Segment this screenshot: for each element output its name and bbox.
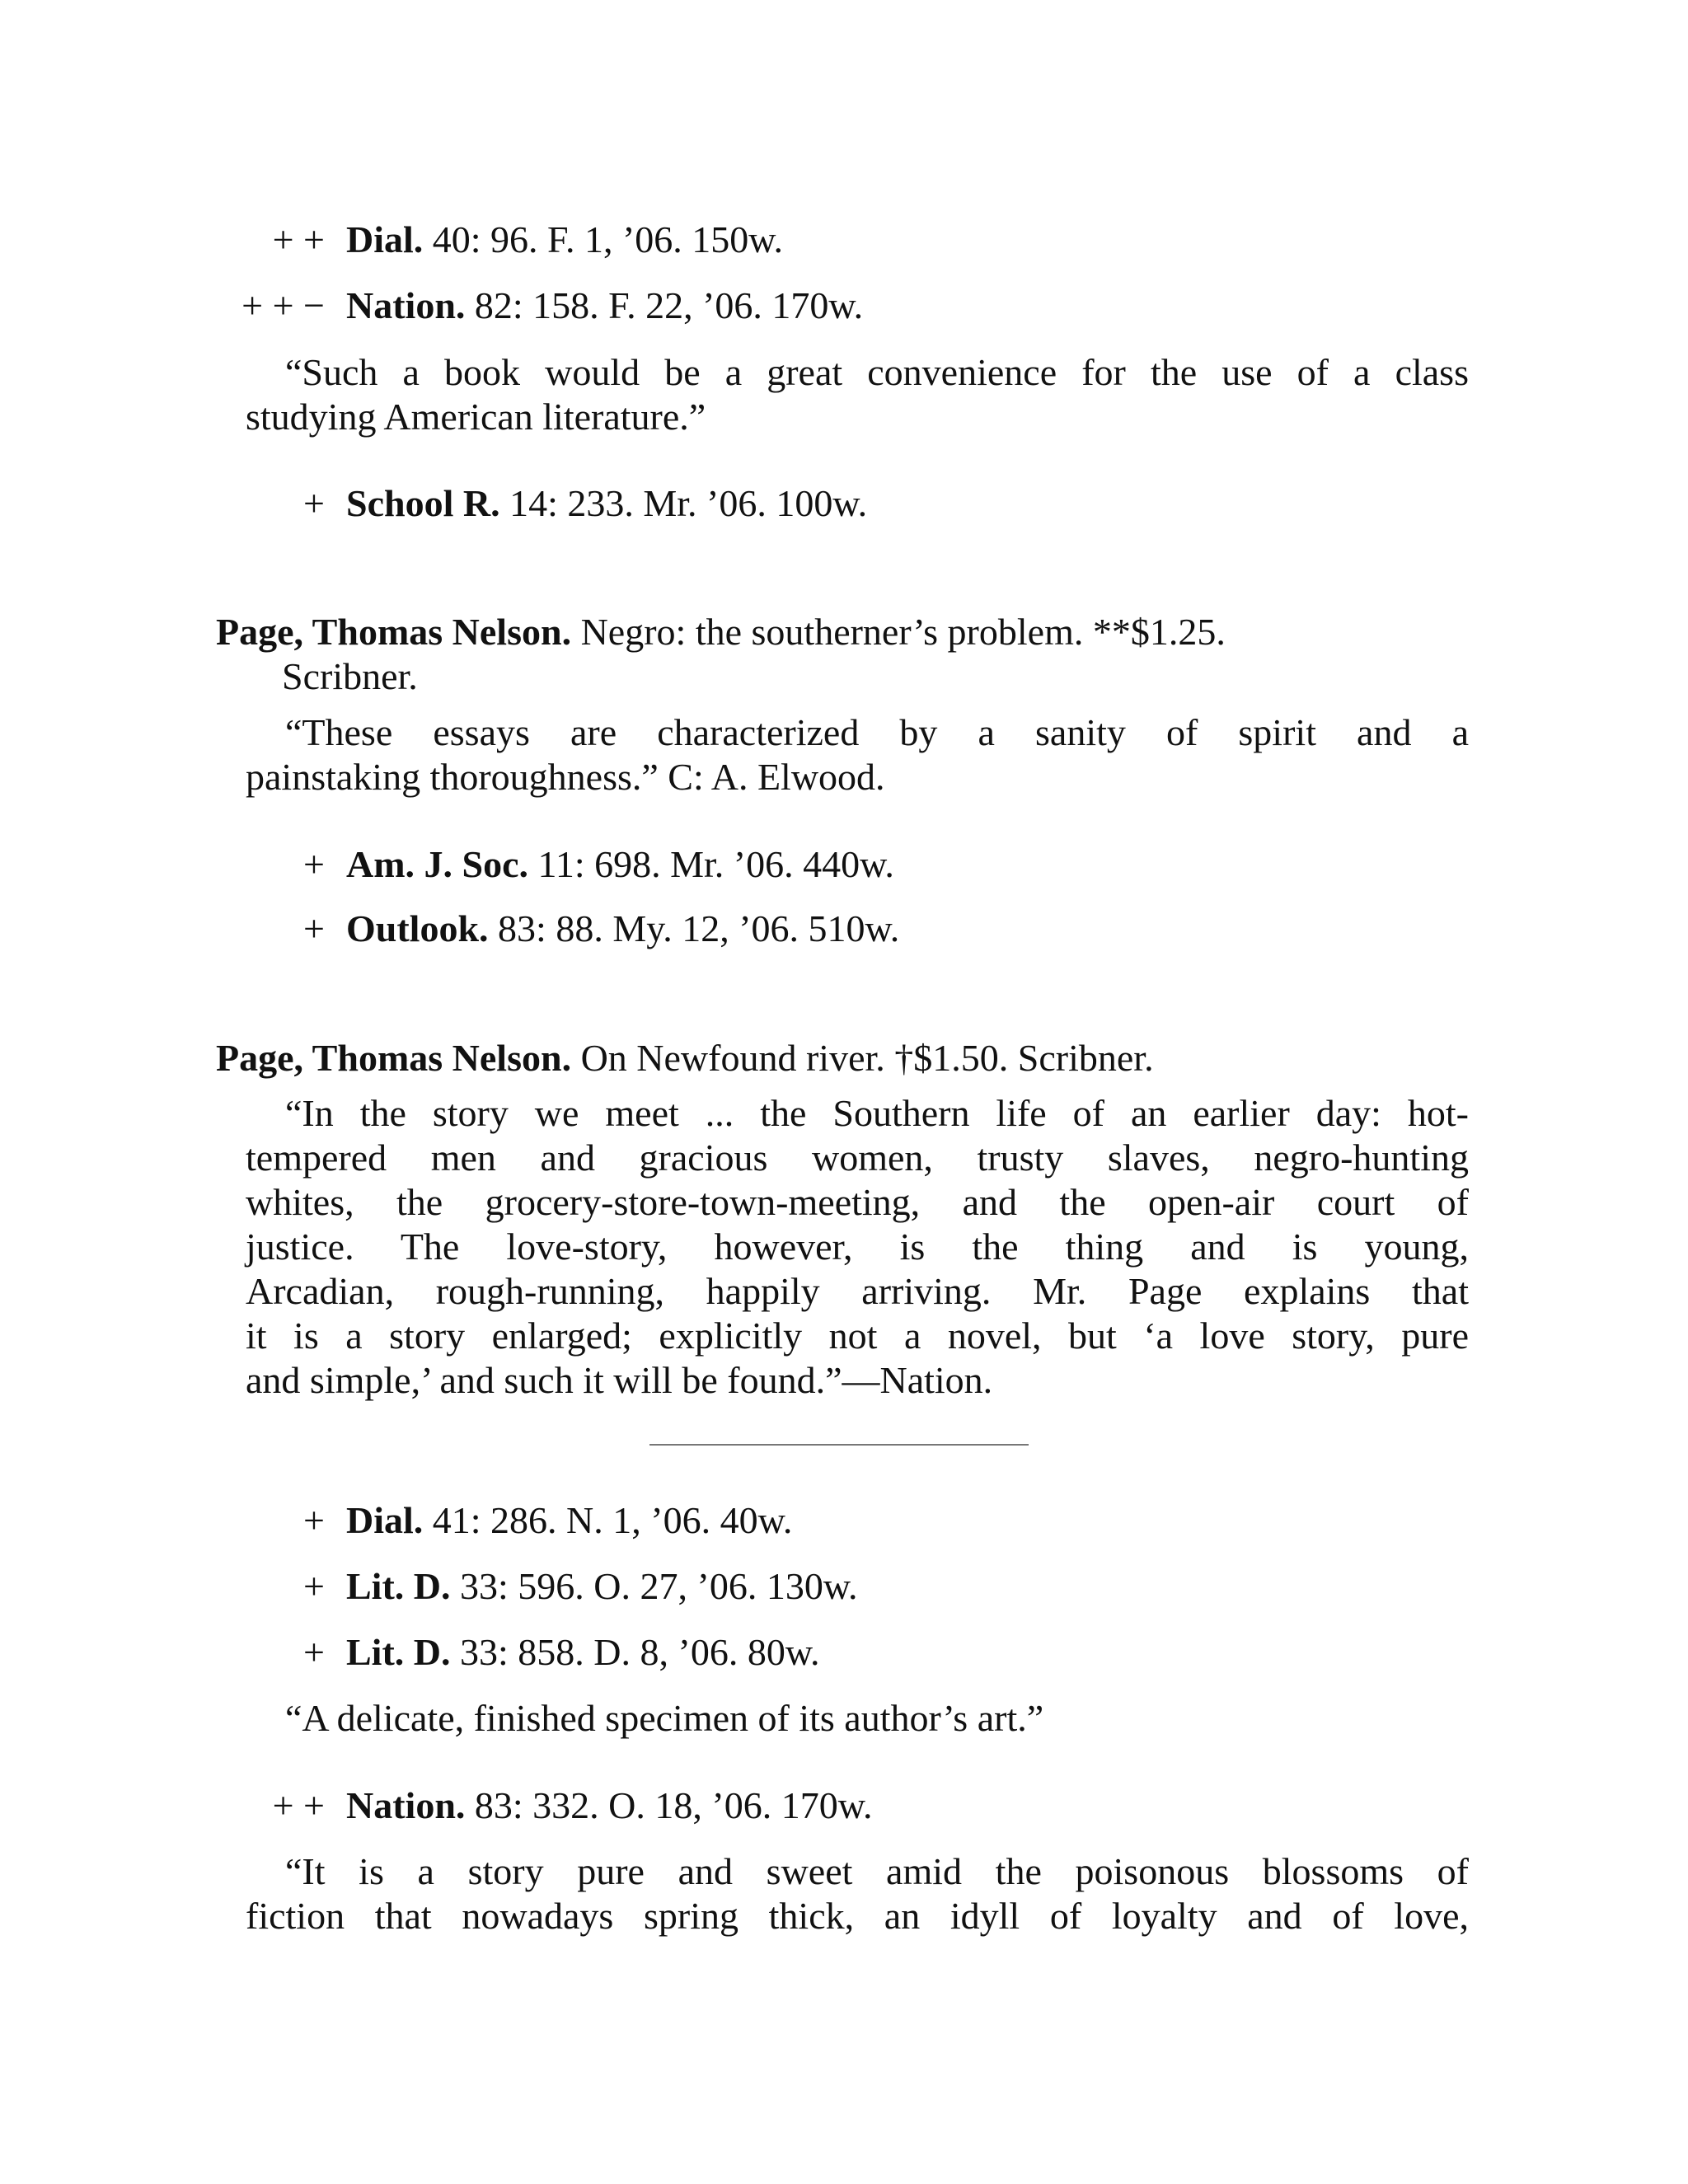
author-name: Page, Thomas Nelson. (216, 611, 572, 653)
review-reference (0, 842, 894, 887)
book-title: On Newfound river. †$1.50. Scribner. (571, 1037, 1154, 1079)
source-name: Dial. (346, 1499, 424, 1541)
review-quote (246, 710, 1469, 799)
rating-sign: + + − (241, 284, 325, 326)
quote-line: “Such a book would be a great convenience for the use of a class (285, 351, 1469, 393)
source-name: Dial. (346, 218, 424, 260)
quote-line: “These essays are characterized by a sanity of spirit and a (285, 711, 1469, 753)
rating-sign: + (303, 1631, 325, 1673)
review-reference (0, 218, 783, 262)
citation: 41: 286. N. 1, ’06. 40w. (423, 1499, 793, 1541)
rating-sign: + (303, 1499, 325, 1541)
source-name: Outlook. (346, 907, 489, 949)
quote-line: studying American literature.” (246, 396, 706, 438)
citation: 33: 858. D. 8, ’06. 80w. (450, 1631, 820, 1673)
review-reference (0, 1630, 820, 1675)
citation: 33: 596. O. 27, ’06. 130w. (450, 1565, 858, 1607)
citation: 83: 88. My. 12, ’06. 510w. (488, 907, 900, 949)
book-entry-heading (216, 610, 1469, 699)
quote-line: fiction that nowadays spring thick, an idyll of loyalty and of love, (246, 1895, 1469, 1937)
citation: 40: 96. F. 1, ’06. 150w. (423, 218, 784, 260)
review-reference (0, 284, 863, 328)
rating-sign: + + (272, 1784, 325, 1826)
source-name: Lit. D. (346, 1565, 451, 1607)
citation: 14: 233. Mr. ’06. 100w. (499, 482, 868, 524)
review-reference (0, 1783, 872, 1828)
source-name: Am. J. Soc. (346, 843, 529, 885)
quote-line: Arcadian, rough-running, happily arriving. Mr. Page explains that (246, 1270, 1469, 1312)
source-name: School R. (346, 482, 500, 524)
section-divider (649, 1444, 1029, 1446)
publisher: Scribner. (282, 655, 418, 697)
quote-line: it is a story enlarged; explicitly not a novel, but ‘a love story, pure (246, 1315, 1469, 1357)
source-name: Nation. (346, 284, 466, 326)
quote-line: “A delicate, finished specimen of its author’s art.” (285, 1697, 1044, 1739)
review-reference (0, 481, 867, 526)
review-reference (0, 907, 899, 951)
citation: 83: 332. O. 18, ’06. 170w. (465, 1784, 873, 1826)
review-reference (0, 1498, 792, 1543)
rating-sign: + (303, 1565, 325, 1607)
book-entry-heading (216, 1036, 1469, 1080)
rating-sign: + (303, 482, 325, 524)
quote-line: and simple,’ and such it will be found.”—Nation. (246, 1359, 993, 1401)
quote-line: “In the story we meet ... the Southern life of an earlier day: hot- (285, 1092, 1469, 1134)
source-name: Lit. D. (346, 1631, 451, 1673)
author-name: Page, Thomas Nelson. (216, 1037, 572, 1079)
citation: 11: 698. Mr. ’06. 440w. (528, 843, 894, 885)
quote-line: “It is a story pure and sweet amid the poisonous blossoms of (285, 1850, 1469, 1892)
source-name: Nation. (346, 1784, 466, 1826)
review-quote (246, 1091, 1469, 1403)
citation: 82: 158. F. 22, ’06. 170w. (465, 284, 864, 326)
review-quote (246, 1696, 1469, 1741)
rating-sign: + (303, 907, 325, 949)
quote-line: painstaking thoroughness.” C: A. Elwood. (246, 756, 885, 798)
review-quote (246, 1849, 1469, 1938)
rating-sign: + (303, 843, 325, 885)
review-quote (246, 350, 1469, 439)
book-title: Negro: the southerner’s problem. **$1.25. (571, 611, 1226, 653)
quote-line: justice. The love-story, however, is the thing and is young, (246, 1226, 1469, 1268)
quote-line: whites, the grocery-store-town-meeting, and the open-air court of (246, 1181, 1469, 1223)
rating-sign: + + (272, 218, 325, 260)
quote-line: tempered men and gracious women, trusty slaves, negro-hunting (246, 1137, 1469, 1179)
review-reference (0, 1564, 858, 1609)
